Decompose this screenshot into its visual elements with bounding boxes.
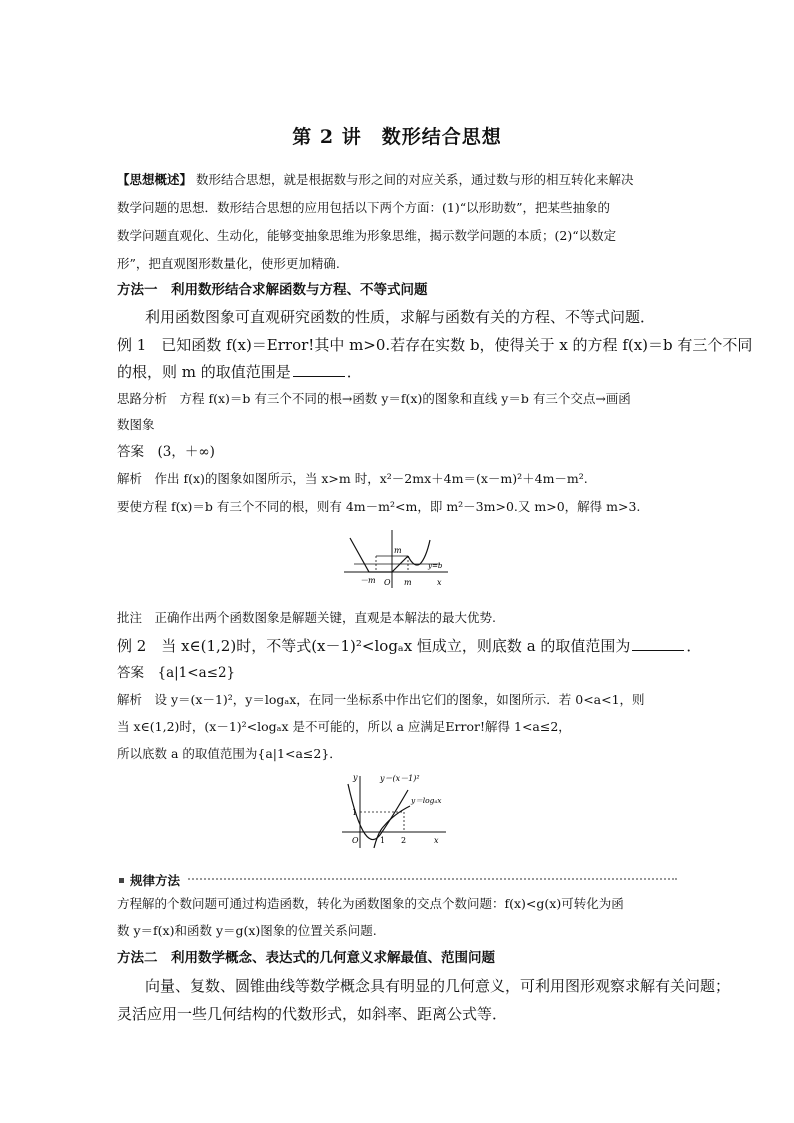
- rule-section-header: [117, 871, 677, 887]
- example2-line-1: [117, 636, 702, 656]
- fig2-label-y: y: [353, 773, 358, 782]
- analysis-line-2: 数图象: [117, 417, 155, 432]
- fig2-label-parabola: y＝(x－1)²: [380, 774, 420, 783]
- example1-answer: 答案 (3，＋∞): [117, 444, 215, 460]
- fig2-label-one-x: 1: [380, 836, 386, 845]
- rule-label: 规律方法: [117, 871, 186, 889]
- fig1-abs-curve-left: [350, 538, 392, 572]
- rule-line-2: 数 y＝f(x)和函数 y＝g(x)图象的位置关系问题.: [117, 923, 377, 938]
- fig1-label-m-axis: m: [404, 578, 412, 587]
- example2-solution-line-3: 所以底数 a 的取值范围为{a|1<a≤2}．: [117, 746, 342, 761]
- example2-end: ．: [686, 637, 702, 655]
- example1-solution-line-2: 要使方程 f(x)＝b 有三个不同的根，则有 4m－m²<m，即 m²－3m>0.又 m>0，解得 m>3.: [117, 499, 641, 514]
- figure-2-graph: [338, 770, 466, 852]
- method1-intro: 利用函数图象可直观研究函数的性质，求解与函数有关的方程、不等式问题．: [145, 308, 656, 326]
- example1-solution-line-1: 解析 作出 f(x)的图象如图所示，当 x>m 时，x²－2mx＋4m＝(x－m)²＋4m－m².: [117, 471, 588, 486]
- fig2-label-one-y: 1: [352, 808, 358, 817]
- fig2-label-two-x: 2: [401, 836, 407, 845]
- fig1-label-origin: O: [384, 578, 391, 587]
- overview-text-1: 数形结合思想，就是根据数与形之间的对应关系，通过数与形的相互转化来解决: [196, 172, 634, 187]
- square-bullet-icon: [119, 878, 124, 883]
- rule-line-1: 方程解的个数问题可通过构造函数，转化为函数图象的交点个数问题：f(x)<g(x)可转化为函: [117, 896, 624, 911]
- analysis-line-1: 思路分析 方程 f(x)＝b 有三个不同的根→函数 y＝f(x)的图象和直线 y＝b 有三个交点→画函: [117, 391, 631, 406]
- method2-line-1: 向量、复数、圆锥曲线等数学概念具有明显的几何意义，可利用图形观察求解有关问题；: [145, 977, 731, 995]
- fig2-label-origin: O: [352, 836, 359, 845]
- example2-solution-line-1: 解析 设 y＝(x－1)²，y＝logₐx，在同一坐标系中作出它们的图象，如图所示．若 0<a<1，则: [117, 692, 645, 707]
- overview-line-4: 形”，把直观图形数量化，使形更加精确.: [117, 256, 340, 271]
- overview-line-2: 数学问题的思想．数形结合思想的应用包括以下两个方面：(1)“以形助数”，把某些抽象的: [117, 200, 610, 215]
- method1-heading: 方法一 利用数形结合求解函数与方程、不等式问题: [117, 282, 428, 298]
- rule-dotted-divider: [117, 878, 677, 880]
- fig1-label-m-top: m: [394, 546, 402, 555]
- example2-answer: 答案 {a|1<a≤2}: [117, 665, 236, 681]
- fig1-parabola: [408, 540, 430, 565]
- answer-blank-2: [632, 636, 684, 651]
- fig2-label-x: x: [434, 836, 439, 845]
- overview-label: 【思想概述】: [117, 172, 193, 187]
- fig2-label-log: y＝logₐx: [411, 796, 442, 805]
- fig1-label-neg-m: －m: [360, 576, 376, 585]
- example1-comment: 批注 正确作出两个函数图象是解题关键，直观是本解法的最大优势.: [117, 610, 496, 625]
- fig1-label-y-b: y=b: [428, 562, 443, 570]
- fig1-label-x: x: [437, 578, 442, 587]
- method2-heading: 方法二 利用数学概念、表达式的几何意义求解最值、范围问题: [117, 950, 495, 966]
- example1-text: 的根，则 m 的取值范围是: [117, 363, 291, 381]
- overview-line-3: 数学问题直观化、生动化，能够变抽象思维为形象思维，揭示数学问题的本质；(2)“以数定: [117, 228, 617, 243]
- page-title: 第 2 讲 数形结合思想: [292, 126, 502, 148]
- example1-end: ．: [346, 363, 362, 381]
- figure-1-graph: [340, 528, 455, 590]
- method2-line-2: 灵活应用一些几何结构的代数形式，如斜率、距离公式等．: [117, 1005, 508, 1023]
- example2-text: 例 2 当 x∈(1,2)时，不等式(x－1)²<logₐx 恒成立，则底数 a 的取值范围为: [117, 637, 631, 655]
- example2-solution-line-2: 当 x∈(1,2)时，(x－1)²<logₐx 是不可能的，所以 a 应满足Error!解得 1<a≤2，: [117, 719, 571, 734]
- example1-line-1: 例 1 已知函数 f(x)＝Error!其中 m>0.若存在实数 b，使得关于 x 的方程 f(x)＝b 有三个不同: [117, 336, 753, 354]
- example1-line-2: [117, 362, 677, 382]
- answer-blank-1: [293, 362, 345, 377]
- overview-line-1: [117, 170, 677, 190]
